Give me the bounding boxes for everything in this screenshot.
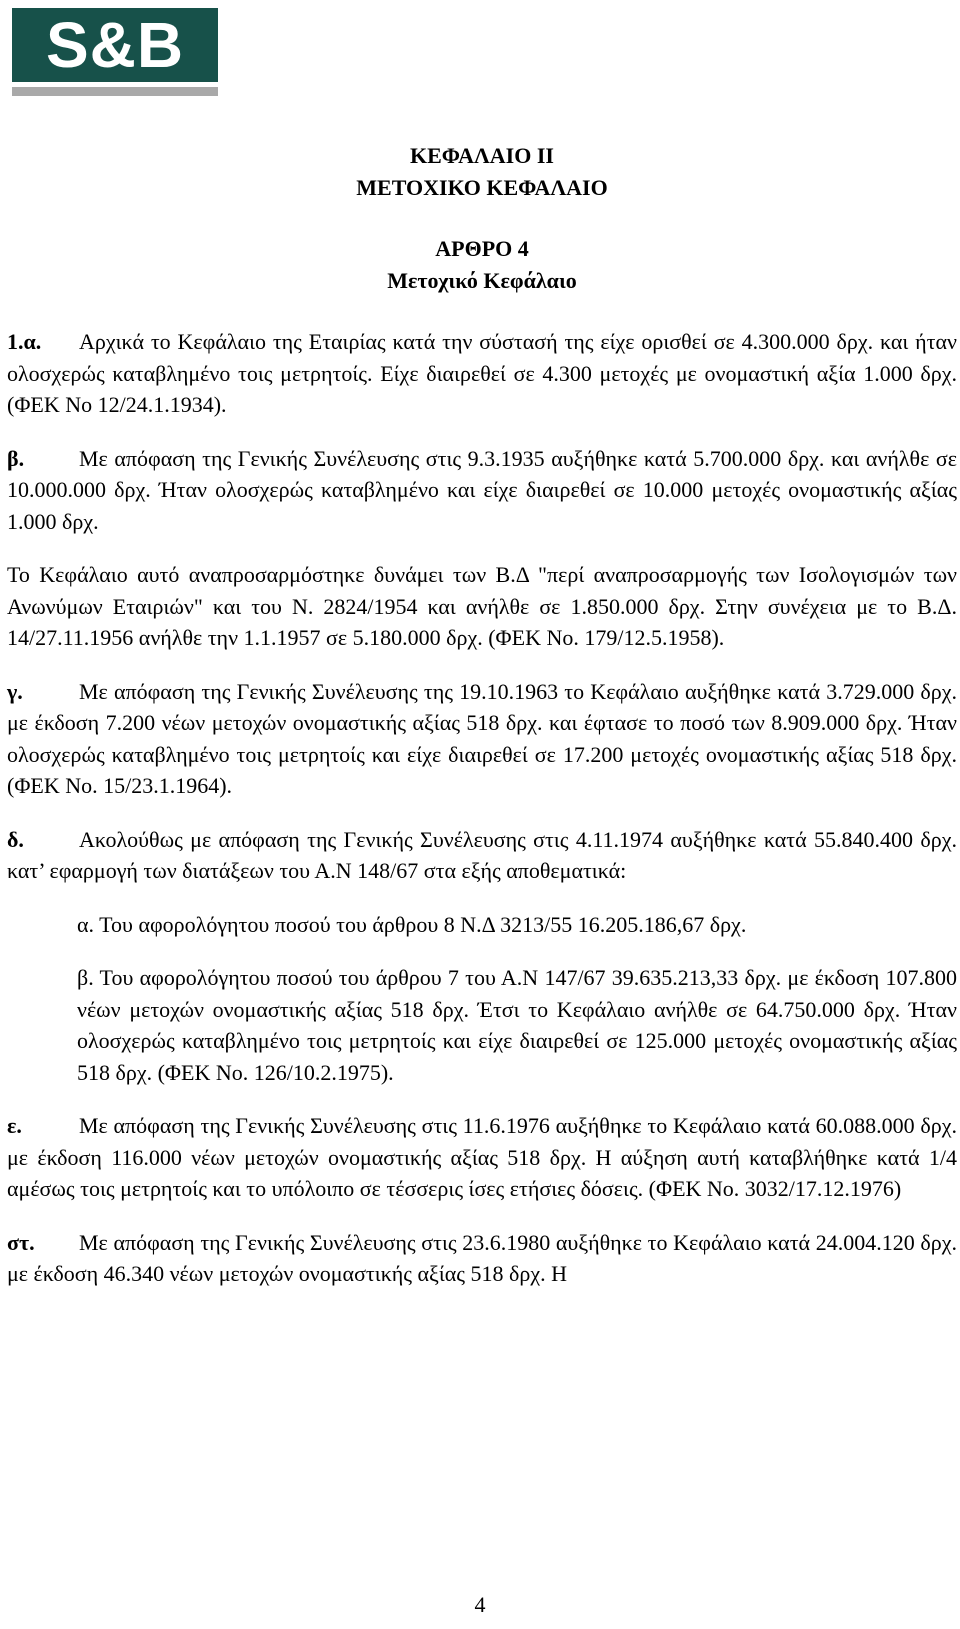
chapter-subtitle: ΜΕΤΟΧΙΚΟ ΚΕΦΑΛΑΙΟ (356, 174, 608, 200)
paragraph-label: γ. (7, 678, 23, 704)
article-title: ΑΡΘΡΟ 4 (435, 236, 529, 261)
paragraph-d (7, 824, 957, 887)
paragraph-label: ε. (7, 1113, 22, 1138)
paragraph-d-subitem-b: β. Του αφορολόγητου ποσού του άρθρου 7 του Α.Ν 147/67 39.635.213,33 δρχ. με έκδοση 107.800 νέων μετοχών ονομαστικής αξίας 518 δρχ. Έτσι το Κεφάλαιο ανήλθε σε 64.750.000 δρχ. Ήταν ολοσχερώς καταβλημένο τοις μετρητοίς και είχε διαιρεθεί σε 125.000 μετοχές ονομαστικής αξίας 518 δρχ. (ΦΕΚ Νο. 126/10.2.1975). (77, 965, 957, 1085)
logo-underline-bar (12, 87, 218, 96)
paragraph-b-continued: Το Κεφάλαιο αυτό αναπροσαρμόστηκε δυνάμει των Β.Δ "περί αναπροσαρμογής των Ισολογισμών των Ανωνύμων Εταιριών" και του Ν. 2824/1954 και ανήλθε σε 1.850.000 δρχ. Στην συνέχεια με το Β.Δ. 14/27.11.1956 ανήλθε την 1.1.1957 σε 5.180.000 δρχ. (ΦΕΚ Νο. 179/12.5.1958). (7, 562, 957, 650)
article-subtitle: Μετοχικό Κεφάλαιο (387, 267, 577, 293)
paragraph-text: Με απόφαση της Γενικής Συνέλευσης στις 23.6.1980 αυξήθηκε το Κεφάλαιο κατά 24.004.120 δρχ. με έκδοση 46.340 νέων μετοχών ονομαστικής αξίας 518 δρχ. Η (7, 1229, 957, 1286)
company-logo (12, 8, 220, 100)
paragraph-text: Ακολούθως με απόφαση της Γενικής Συνέλευσης στις 4.11.1974 αυξήθηκε κατά 55.840.400 δρχ. κατ’ εφαρμογή των διατάξεων του Α.Ν 148/67 στα εξής αποθεματικά: (7, 826, 957, 883)
article-heading (7, 233, 957, 296)
paragraph-label: 1.α. (7, 329, 42, 354)
paragraph-g (7, 676, 957, 802)
paragraph-label: στ. (7, 1229, 35, 1255)
paragraph-e (7, 1110, 957, 1205)
logo-text: S&B (45, 9, 185, 81)
paragraph-1a (7, 326, 957, 421)
document-body (7, 140, 957, 1312)
page-number: 4 (474, 1592, 486, 1617)
chapter-title: ΚΕΦΑΛΑΙΟ ΙΙ (410, 143, 554, 168)
paragraph-text: Αρχικά το Κεφάλαιο της Εταιρίας κατά την σύστασή της είχε ορισθεί σε 4.300.000 δρχ. και ήταν ολοσχερώς καταβλημένο τοις μετρητοίς. Είχε διαιρεθεί σε 4.300 μετοχές με ονομαστική αξία 1.000 δρχ. (ΦΕΚ Νο 12/24.1.1934). (7, 329, 957, 417)
paragraph-text: Με απόφαση της Γενικής Συνέλευσης της 19.10.1963 το Κεφάλαιο αυξήθηκε κατά 3.729.000 δρχ. με έκδοση 7.200 νέων μετοχών ονομαστικής αξίας 518 δρχ. και έφτασε το ποσό των 8.909.000 δρχ. Ήταν ολοσχερώς καταβλημένο τοις μετρητοίς και είχε διαιρεθεί σε 17.200 μετοχές ονομαστικής αξίας 518 δρχ. (ΦΕΚ Νο. 15/23.1.1964). (7, 678, 957, 798)
chapter-heading (7, 140, 957, 203)
paragraph-b (7, 443, 957, 538)
paragraph-text: Με απόφαση της Γενικής Συνέλευσης στις 11.6.1976 αυξήθηκε το Κεφάλαιο κατά 60.088.000 δρχ. με έκδοση 116.000 νέων μετοχών ονομαστικής αξίας 518 δρχ. Η αύξηση αυτή καταβλήθηκε κατά 1/4 αμέσως τοις μετρητοίς και το υπόλοιπο σε τέσσερις ίσες ετήσιες δόσεις. (ΦΕΚ Νο. 3032/17.12.1976) (7, 1113, 957, 1201)
paragraph-label: β. (7, 445, 25, 471)
paragraph-d-subitem-a: α. Του αφορολόγητου ποσού του άρθρου 8 Ν.Δ 3213/55 16.205.186,67 δρχ. (77, 911, 747, 937)
paragraph-text: Με απόφαση της Γενικής Συνέλευσης στις 9.3.1935 αυξήθηκε κατά 5.700.000 δρχ. και ανήλθε σε 10.000.000 δρχ. Ήταν ολοσχερώς καταβλημένο και είχε διαιρεθεί σε 10.000 μετοχές ονομαστικής αξίας 1.000 δρχ. (7, 445, 957, 534)
logo-box (12, 8, 218, 82)
paragraph-label: δ. (7, 826, 24, 852)
paragraph-st (7, 1227, 957, 1290)
